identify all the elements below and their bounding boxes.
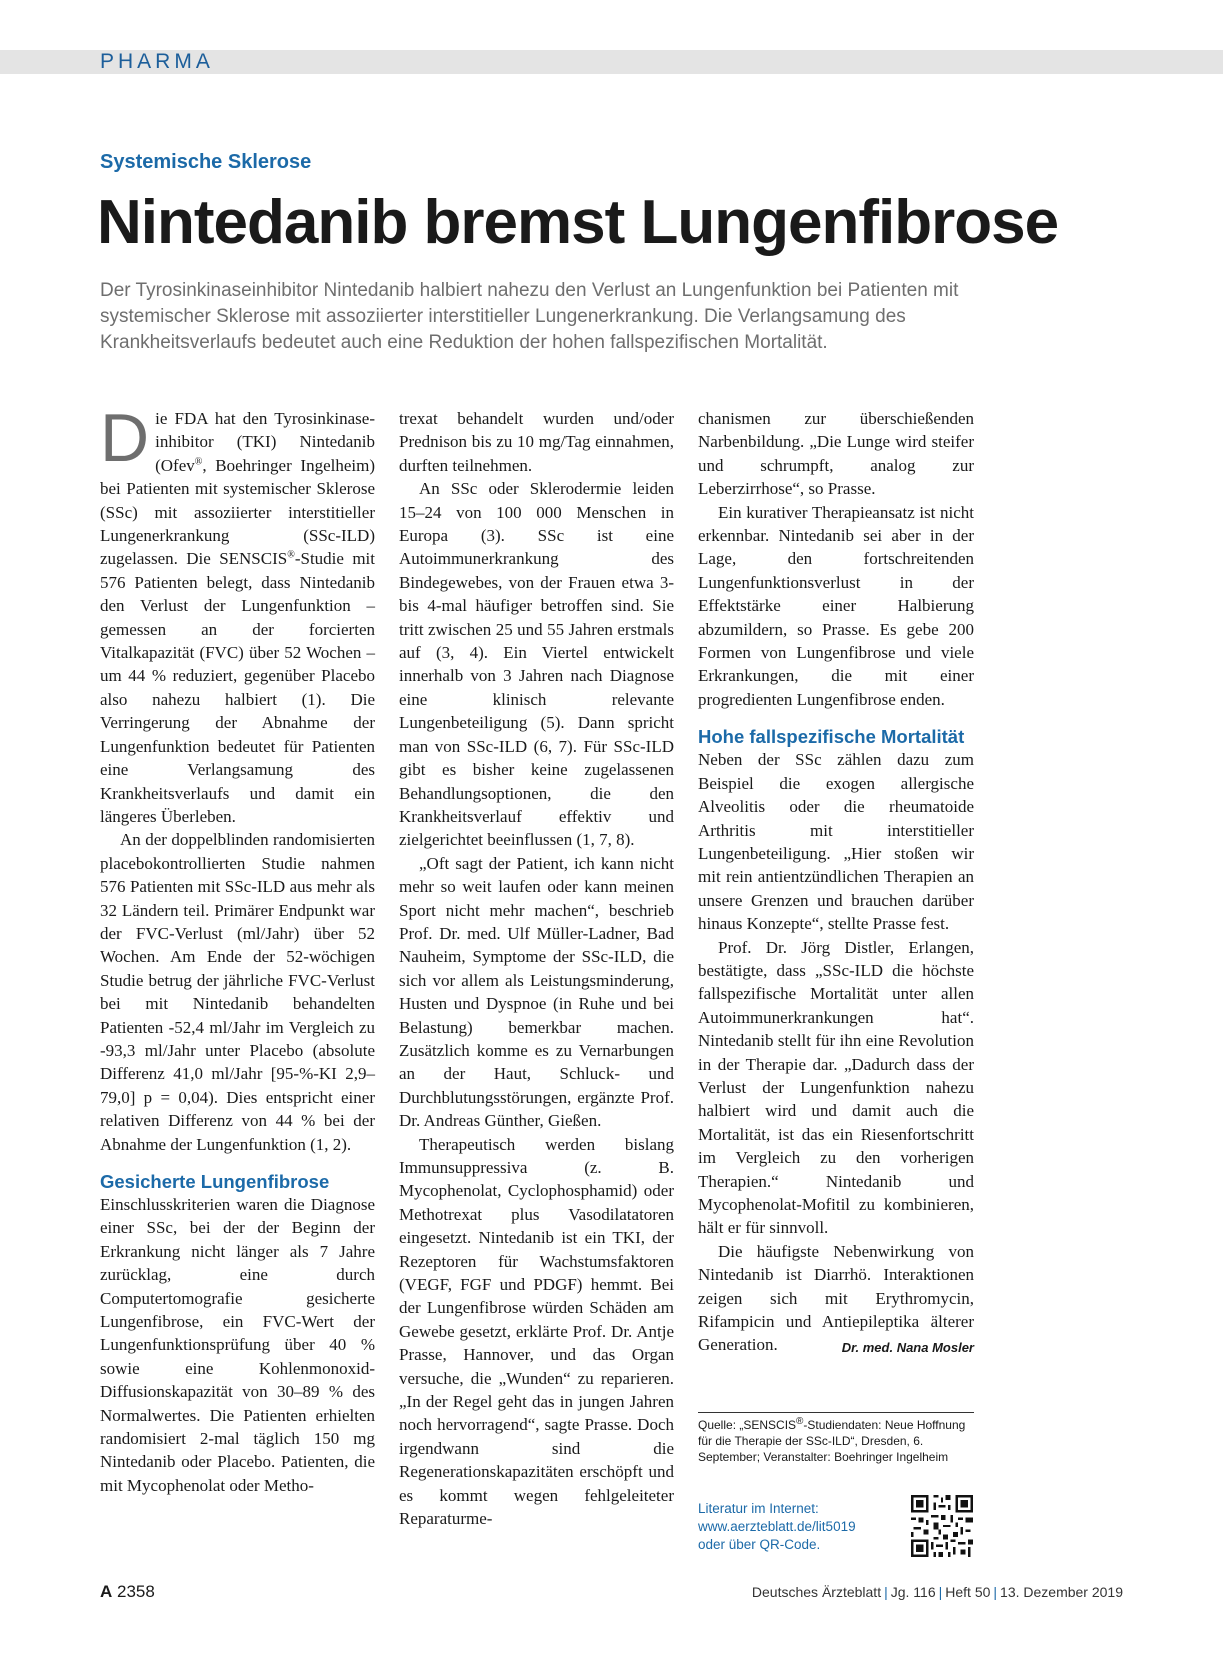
source-note: Quelle: „SENSCIS®-Studiendaten: Neue Hoffnung für die Therapie der SSc-ILD“, Dresden, 6. September; Veranstalter: Boehringer Ingelheim xyxy=(698,1412,974,1465)
qr-code-icon[interactable] xyxy=(911,1495,973,1557)
literature-link[interactable]: www.aerzteblatt.de/lit5019 xyxy=(698,1519,856,1534)
drop-cap: D xyxy=(100,400,150,476)
paragraph: Therapeutisch werden bislang Immunsuppressiva (z. B. Mycophenolat, Cyclophosphamid) oder Methotrexat plus Vasodilatatoren eingesetzt. Nintedanib ist ein TKI, der Rezeptoren für Wachstumsfaktoren (VEGF, FGF und PDGF) hemmt. Bei der Lungenfibrose würden Schäden am Gewebe gesetzt, erklärte Prof. Dr. Antje Prasse, Hannover, und das Organ versuche, die „Wunden“ zu reparieren. „In der Regel geht das in jungen Jahren noch hervorragend“, sagte Prasse. Doch irgendwann sind die Regenerationskapazitäten erschöpft und es kommt wegen fehlgeleiteter Reparaturme- xyxy=(399,1134,674,1529)
paragraph: trexat behandelt wurden und/oder Prednison bis zu 10 mg/Tag einnahmen, durften teilnehmen. xyxy=(399,409,674,475)
paragraph: Neben der SSc zählen dazu zum Beispiel die exogen allergische Alveolitis oder die rheumatoide Arthritis mit interstitieller Lungenbeteiligung. „Hier stoßen wir mit rein antientzündlichen Therapien an unsere Grenzen und brauchen darüber hinaus Konzepte“, stellte Prasse fest. xyxy=(698,750,974,934)
subheading-gesicherte-lungenfibrose: Gesicherte Lungenfibrose xyxy=(100,1171,330,1192)
article-title: Nintedanib bremst Lungenfibrose xyxy=(97,188,1059,257)
column-3 xyxy=(698,407,974,1360)
article-lead: Der Tyrosinkinaseinhibitor Nintedanib halbiert nahezu den Verlust an Lungenfunktion bei Patienten mit systemischer Sklerose mit assoziierter interstitieller Lungenerkrankung. Die Verlangsamung des Krankheitsverlaufs bedeutet auch eine Reduktion der hohen fallspezifischen Mortalität. xyxy=(100,280,959,353)
paragraph: Einschlusskriterien waren die Diagnose einer SSc, bei der der Beginn der Erkrankung nicht länger als 7 Jahre zurücklag, eine durch Computertomografie gesicherte Lungenfibrose, ein FVC-Wert der Lungenfunktionsprüfung über 40 % sowie eine Kohlenmonoxid-Diffusionskapazität von 30–89 % des Normalwertes. Die Patienten erhielten randomisiert 2-mal täglich 150 mg Nintedanib oder Placebo. Patienten, die mit Mycophenolat oder Metho- xyxy=(100,1195,375,1495)
column-1 xyxy=(100,400,375,1497)
journal-volume: Jg. 116 xyxy=(890,1584,936,1600)
paragraph-intro: Die FDA hat den Tyrosinkinaseinhibitor (TKI) Nintedanib (Ofev®, Boehringer Ingelheim) bei Patienten mit systemischer Sklerose (SSc) mit assoziierter interstitieller Lungenerkrankung (SSc-ILD) zugelassen. Die SENSCIS®-Studie mit 576 Patienten belegt, dass Nintedanib den Verlust der Lungenfunktion – gemessen an der forcierten Vitalkapazität (FVC) über 52 Wochen – um 44 % reduziert, gegenüber Placebo also nahezu halbiert (1). Die Verringerung der Abnahme der Lungenfunktion bedeutet für Patienten eine Verlangsamung des Krankheitsverlaufs und damit ein längeres Überleben. xyxy=(100,400,375,826)
journal-issue: Heft 50 xyxy=(945,1584,991,1600)
paragraph: Prof. Dr. Jörg Distler, Erlangen, bestätigte, dass „SSc-ILD die höchste fallspezifische Mortalität unter allen Autoimmunerkrankungen hat“. Nintedanib stellt für ihn eine Revolution in der Therapie dar. „Dadurch dass der Verlust der Lungenfunktion nahezu halbiert wird und damit auch die Mortalität, ist das ein Riesenfortschritt im Vergleich zu den vorherigen Therapien.“ Nintedanib und Mycophenolat-Mofitil zu kombinieren, hält er für sinnvoll. xyxy=(698,937,974,1238)
paragraph: An der doppelblinden randomisierten placebokontrollierten Studie nahmen 576 Patienten mit SSc-ILD aus mehr als 32 Ländern teil. Primärer Endpunkt war der FVC-Verlust (ml/Jahr) über 52 Wochen. Am Ende der 52-wöchigen Studie betrug der jährliche FVC-Verlust bei mit Nintedanib behandelten Patienten -52,4 ml/Jahr im Vergleich zu -93,3 ml/Jahr unter Placebo (absolute Differenz 41,0 ml/Jahr [95-%-KI 2,9–79,0] p = 0,04). Dies entspricht einer relativen Differenz von 44 % bei der Abnahme der Lungenfunktion (1, 2). xyxy=(100,830,375,1154)
paragraph: An SSc oder Sklerodermie leiden 15–24 von 100 000 Menschen in Europa (3). SSc ist eine Autoimmunerkrankung des Bindegewebes, von der Frauen etwa 3- bis 4-mal häufiger betroffen sind. Sie tritt zwischen 25 und 55 Jahren erstmals auf (3, 4). Ein Viertel entwickelt innerhalb von 3 Jahren nach Diagnose eine klinisch relevante Lungenbeteiligung (5). Dann spricht man von SSc-ILD (6, 7). Für SSc-ILD gibt es bisher keine zugelassenen Behandlungsoptionen, die den Krankheitsverlauf effektiv und zielgerichtet beeinflussen (1, 7, 8). xyxy=(399,479,674,850)
article-kicker: Systemische Sklerose xyxy=(100,151,312,173)
paragraph-last: Die häufigste Nebenwirkung von Nintedanib ist Diarrhö. Interaktionen zeigen sich mit Erythromycin, Rifampicin und Antiepileptika älterer Generation. Dr. med. Nana Mosler xyxy=(698,1240,974,1357)
subheading-mortalitaet: Hohe fallspezifische Mortalität xyxy=(698,726,965,748)
journal-name: Deutsches Ärzteblatt xyxy=(751,1584,882,1600)
section-label: PHARMA xyxy=(100,50,214,73)
journal-footer: Deutsches Ärzteblatt | Jg. 116 | Heft 50 | 13. Dezember 2019 xyxy=(751,1584,1123,1600)
literature-qr-hint: oder über QR-Code. xyxy=(698,1537,821,1552)
page-number: A 2358 xyxy=(100,1582,155,1601)
column-2 xyxy=(399,407,674,1531)
paragraph: chanismen zur überschießenden Narbenbildung. „Die Lunge wird steifer und schrumpft, analog zur Leberzirrhose“, so Prasse. xyxy=(698,409,974,499)
literature-label: Literatur im Internet: xyxy=(698,1501,819,1516)
author-byline: Dr. med. Nana Mosler xyxy=(841,1340,974,1356)
paragraph: „Oft sagt der Patient, ich kann nicht mehr so weit laufen oder kann meinen Sport nicht mehr machen“, beschrieb Prof. Dr. med. Ulf Müller-Ladner, Bad Nauheim, Symptome der SSc-ILD, die sich vor allem als Leistungsminderung, Husten und Dyspnoe (in Ruhe und bei Belastung) bemerkbar machen. Zusätzlich komme es zu Vernarbungen an der Haut, Schluck- und Durchblutungsstörungen, ergänzte Prof. Dr. Andreas Günther, Gießen. xyxy=(399,853,674,1131)
paragraph: Ein kurativer Therapieansatz ist nicht erkennbar. Nintedanib sei aber in der Lage, den fortschreitenden Lungenfunktionsverlust in der Effektstärke einer Halbierung abzumildern, so Prasse. Es gebe 200 Formen von Lungenfibrose und viele Erkrankungen, die mit einer progredienten Lungenfibrose enden. xyxy=(698,502,974,709)
literature-box xyxy=(698,1500,888,1554)
journal-date: 13. Dezember 2019 xyxy=(1000,1584,1123,1600)
